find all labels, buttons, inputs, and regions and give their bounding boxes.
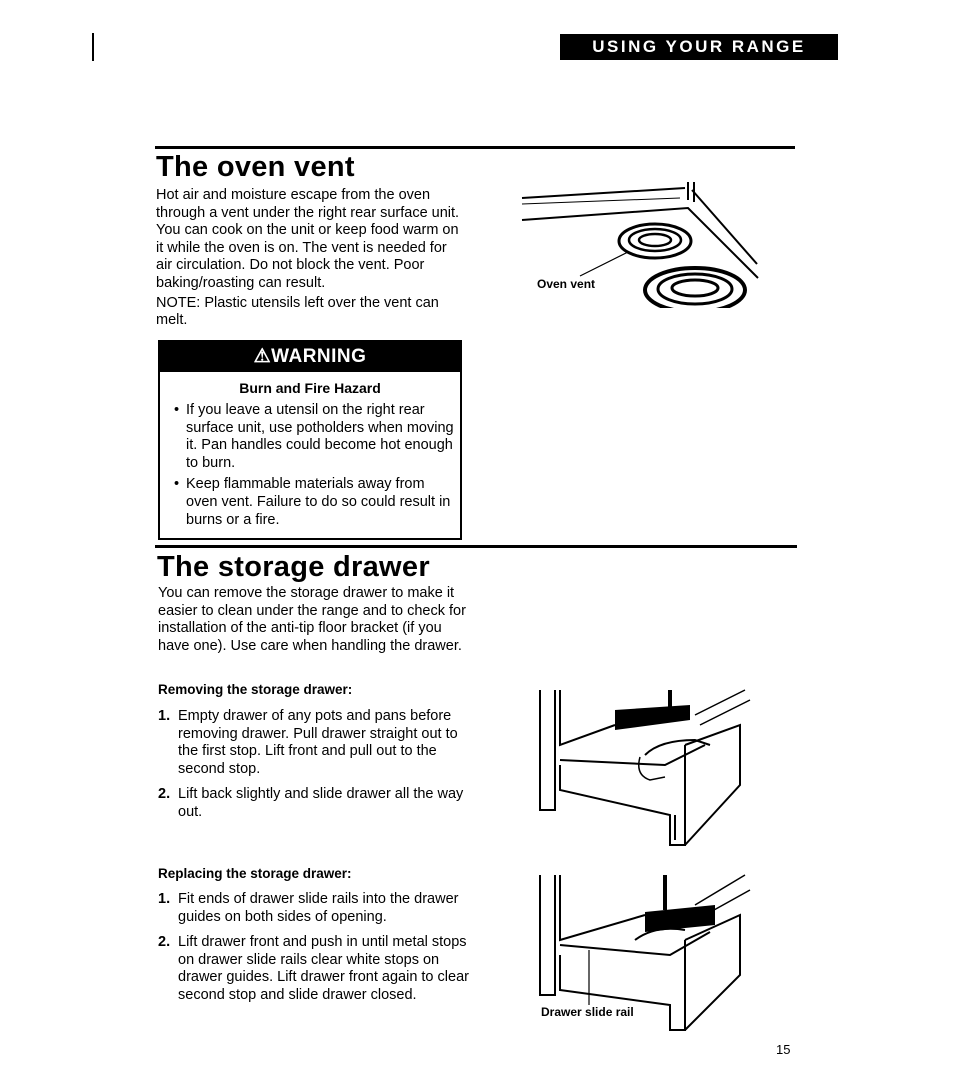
step-text: Empty drawer of any pots and pans before removing drawer. Pull drawer straight out to the first stop. Lift front and pull out to the second stop. xyxy=(178,708,458,777)
drawer-figure-label: Drawer slide rail xyxy=(541,1005,634,1019)
removing-steps xyxy=(158,708,478,830)
replacing-steps xyxy=(158,891,478,1013)
removing-heading: Removing the storage drawer: xyxy=(158,682,353,697)
margin-bar xyxy=(92,33,94,61)
step-item xyxy=(158,891,478,926)
storage-drawer-title: The storage drawer xyxy=(157,551,430,583)
warning-triangle-icon: ⚠ xyxy=(253,346,272,367)
step-item xyxy=(158,786,478,821)
step-text: Lift drawer front and push in until metal stops on drawer slide rails clear white stops on drawer guides. Lift drawer front again to clear second stop and slide drawer closed. xyxy=(178,934,469,1003)
warning-header xyxy=(160,342,460,372)
step-number: 2. xyxy=(158,786,171,803)
replacing-heading: Replacing the storage drawer: xyxy=(158,866,352,881)
storage-drawer-intro: You can remove the storage drawer to make it easier to clean under the range and to check for installation of the anti-tip floor bracket (if you have one). Use care when handling the drawer. xyxy=(158,585,466,654)
page-number: 15 xyxy=(776,1042,791,1057)
warning-header-text: WARNING xyxy=(271,346,367,367)
step-number: 2. xyxy=(158,934,171,951)
warning-box xyxy=(158,340,462,540)
warning-item: • Keep flammable materials away from oven vent. Failure to do so could result in burns or a fire. xyxy=(174,476,454,529)
step-text: Lift back slightly and slide drawer all the way out. xyxy=(178,786,464,820)
step-item xyxy=(158,708,478,778)
section-rule xyxy=(155,545,797,548)
warning-item: • If you leave a utensil on the right rear surface unit, use potholders when moving it. Pan handles could become hot enough to burn. xyxy=(174,402,454,472)
oven-vent-body xyxy=(156,187,466,332)
oven-vent-note: NOTE: Plastic utensils left over the vent can melt. xyxy=(156,294,439,329)
drawer-removal-illustration xyxy=(535,685,755,850)
step-item xyxy=(158,934,478,1004)
section-rule xyxy=(155,146,795,149)
oven-vent-figure-label: Oven vent xyxy=(537,277,596,291)
step-number: 1. xyxy=(158,708,171,724)
oven-vent-paragraph: Hot air and moisture escape from the oven through a vent under the right rear surface unit. You can cook on the unit or keep food warm on it while the oven is on. The vent is needed for air circulation. Do not block the vent. Poor baking/roasting can result. xyxy=(156,187,460,291)
step-text: Fit ends of drawer slide rails into the drawer guides on both sides of opening. xyxy=(178,891,459,925)
section-tab: USING YOUR RANGE xyxy=(560,34,838,60)
warning-list xyxy=(174,402,454,533)
oven-vent-title: The oven vent xyxy=(156,151,355,183)
step-number: 1. xyxy=(158,891,171,907)
warning-title: Burn and Fire Hazard xyxy=(239,380,381,396)
